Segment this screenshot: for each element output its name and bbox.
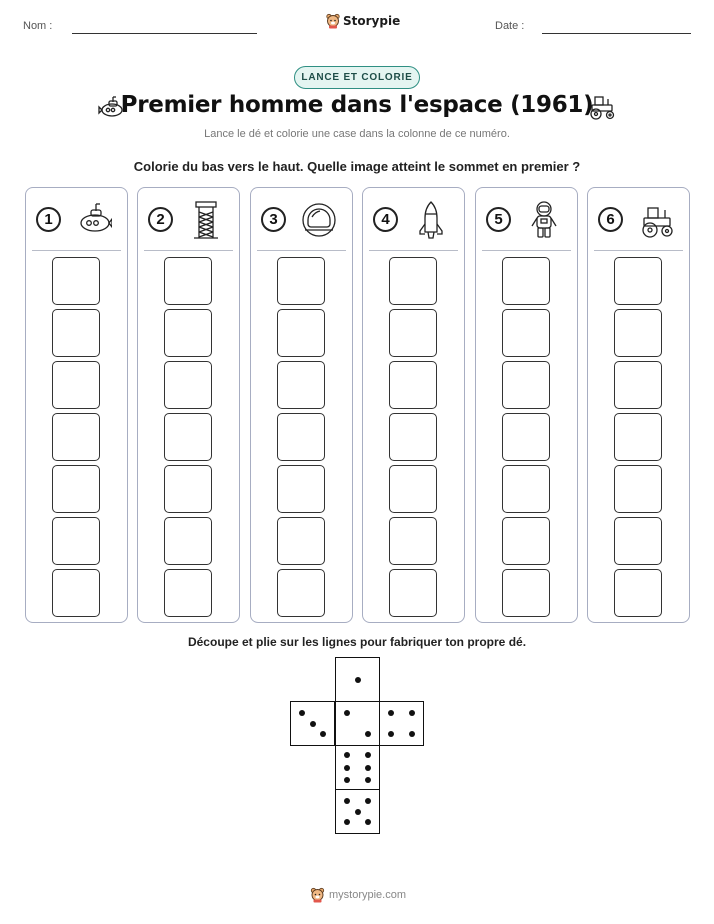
color-box[interactable] bbox=[164, 309, 212, 357]
die-pip bbox=[365, 752, 371, 758]
color-box[interactable] bbox=[502, 257, 550, 305]
rocket-icon bbox=[413, 200, 449, 240]
die-pip bbox=[365, 777, 371, 783]
submarine-icon bbox=[76, 200, 112, 240]
column-divider bbox=[369, 250, 458, 251]
color-box[interactable] bbox=[164, 413, 212, 461]
color-box[interactable] bbox=[502, 465, 550, 513]
die-face-5 bbox=[335, 789, 380, 834]
die-pip bbox=[355, 677, 361, 683]
column-header bbox=[363, 188, 464, 252]
name-label: Nom : bbox=[23, 20, 53, 32]
die-pip bbox=[365, 819, 371, 825]
column-3 bbox=[250, 187, 353, 623]
die-pip bbox=[344, 777, 350, 783]
column-header bbox=[138, 188, 239, 252]
column-header bbox=[476, 188, 577, 252]
color-box[interactable] bbox=[614, 413, 662, 461]
tractor-icon bbox=[587, 93, 617, 121]
color-box[interactable] bbox=[502, 517, 550, 565]
column-header bbox=[588, 188, 689, 252]
color-box[interactable] bbox=[277, 257, 325, 305]
column-2 bbox=[137, 187, 240, 623]
die-pip bbox=[409, 731, 415, 737]
die-pip bbox=[299, 710, 305, 716]
color-box[interactable] bbox=[502, 309, 550, 357]
die-pip bbox=[365, 798, 371, 804]
footer-url[interactable]: mystorypie.com bbox=[329, 889, 407, 901]
color-box[interactable] bbox=[614, 517, 662, 565]
die-pip bbox=[365, 731, 371, 737]
die-pip bbox=[388, 731, 394, 737]
die-pip bbox=[355, 809, 361, 815]
page-title: Premier homme dans l'espace (1961) bbox=[120, 92, 594, 118]
activity-badge: LANCE ET COLORIE bbox=[294, 66, 420, 89]
launch-tower-icon bbox=[188, 200, 224, 240]
die-instruction: Découpe et plie sur les lignes pour fabriquer ton propre dé. bbox=[187, 635, 527, 649]
die-pip bbox=[310, 721, 316, 727]
column-divider bbox=[482, 250, 571, 251]
column-4 bbox=[362, 187, 465, 623]
color-box[interactable] bbox=[389, 413, 437, 461]
die-pip bbox=[344, 819, 350, 825]
color-box[interactable] bbox=[502, 413, 550, 461]
die-pip bbox=[344, 752, 350, 758]
die-face-2 bbox=[335, 701, 380, 746]
die-pip bbox=[365, 765, 371, 771]
date-line[interactable] bbox=[542, 33, 691, 34]
die-face-6 bbox=[335, 745, 380, 790]
coloring-instruction: Colorie du bas vers le haut. Quelle image atteint le sommet en premier ? bbox=[133, 159, 581, 174]
column-header bbox=[26, 188, 127, 252]
die-face-3 bbox=[290, 701, 335, 746]
column-1 bbox=[25, 187, 128, 623]
color-box[interactable] bbox=[277, 309, 325, 357]
bear-mascot-icon bbox=[310, 887, 325, 903]
footer bbox=[310, 887, 406, 903]
color-box[interactable] bbox=[614, 569, 662, 617]
column-number: 5 bbox=[486, 207, 511, 232]
color-box[interactable] bbox=[502, 569, 550, 617]
color-box[interactable] bbox=[614, 309, 662, 357]
bear-mascot-icon bbox=[326, 13, 340, 29]
astronaut-helmet-icon bbox=[301, 200, 337, 240]
column-divider bbox=[32, 250, 121, 251]
column-number: 4 bbox=[373, 207, 398, 232]
color-box[interactable] bbox=[389, 569, 437, 617]
column-divider bbox=[257, 250, 346, 251]
column-divider bbox=[594, 250, 683, 251]
color-box[interactable] bbox=[277, 361, 325, 409]
color-box[interactable] bbox=[52, 309, 100, 357]
color-box[interactable] bbox=[164, 361, 212, 409]
color-box[interactable] bbox=[502, 361, 550, 409]
column-number: 1 bbox=[36, 207, 61, 232]
color-box[interactable] bbox=[52, 361, 100, 409]
color-box[interactable] bbox=[277, 413, 325, 461]
column-number: 2 bbox=[148, 207, 173, 232]
color-box[interactable] bbox=[614, 465, 662, 513]
brand-name: Storypie bbox=[343, 14, 401, 28]
color-box[interactable] bbox=[52, 257, 100, 305]
color-box[interactable] bbox=[389, 517, 437, 565]
die-pip bbox=[344, 765, 350, 771]
color-box[interactable] bbox=[164, 517, 212, 565]
die-pip bbox=[344, 798, 350, 804]
astronaut-icon bbox=[526, 200, 562, 240]
date-label: Date : bbox=[495, 20, 525, 32]
tractor-icon bbox=[638, 200, 674, 240]
die-pip bbox=[320, 731, 326, 737]
column-number: 6 bbox=[598, 207, 623, 232]
die-face-4 bbox=[379, 701, 424, 746]
color-box[interactable] bbox=[389, 257, 437, 305]
color-box[interactable] bbox=[52, 465, 100, 513]
color-box[interactable] bbox=[389, 361, 437, 409]
column-5 bbox=[475, 187, 578, 623]
subtitle: Lance le dé et colorie une case dans la colonne de ce numéro. bbox=[204, 128, 510, 140]
color-box[interactable] bbox=[614, 361, 662, 409]
color-box[interactable] bbox=[164, 465, 212, 513]
column-number: 3 bbox=[261, 207, 286, 232]
column-divider bbox=[144, 250, 233, 251]
color-box[interactable] bbox=[277, 569, 325, 617]
die-pip bbox=[344, 710, 350, 716]
brand-logo bbox=[326, 13, 400, 29]
color-box[interactable] bbox=[164, 257, 212, 305]
column-header bbox=[251, 188, 352, 252]
color-box[interactable] bbox=[52, 569, 100, 617]
die-face-1 bbox=[335, 657, 380, 702]
color-box[interactable] bbox=[277, 465, 325, 513]
color-box[interactable] bbox=[277, 517, 325, 565]
name-line[interactable] bbox=[72, 33, 257, 34]
color-box[interactable] bbox=[164, 569, 212, 617]
die-pip bbox=[388, 710, 394, 716]
column-6 bbox=[587, 187, 690, 623]
color-box[interactable] bbox=[389, 465, 437, 513]
color-box[interactable] bbox=[52, 413, 100, 461]
color-box[interactable] bbox=[52, 517, 100, 565]
color-box[interactable] bbox=[614, 257, 662, 305]
die-pip bbox=[409, 710, 415, 716]
color-box[interactable] bbox=[389, 309, 437, 357]
